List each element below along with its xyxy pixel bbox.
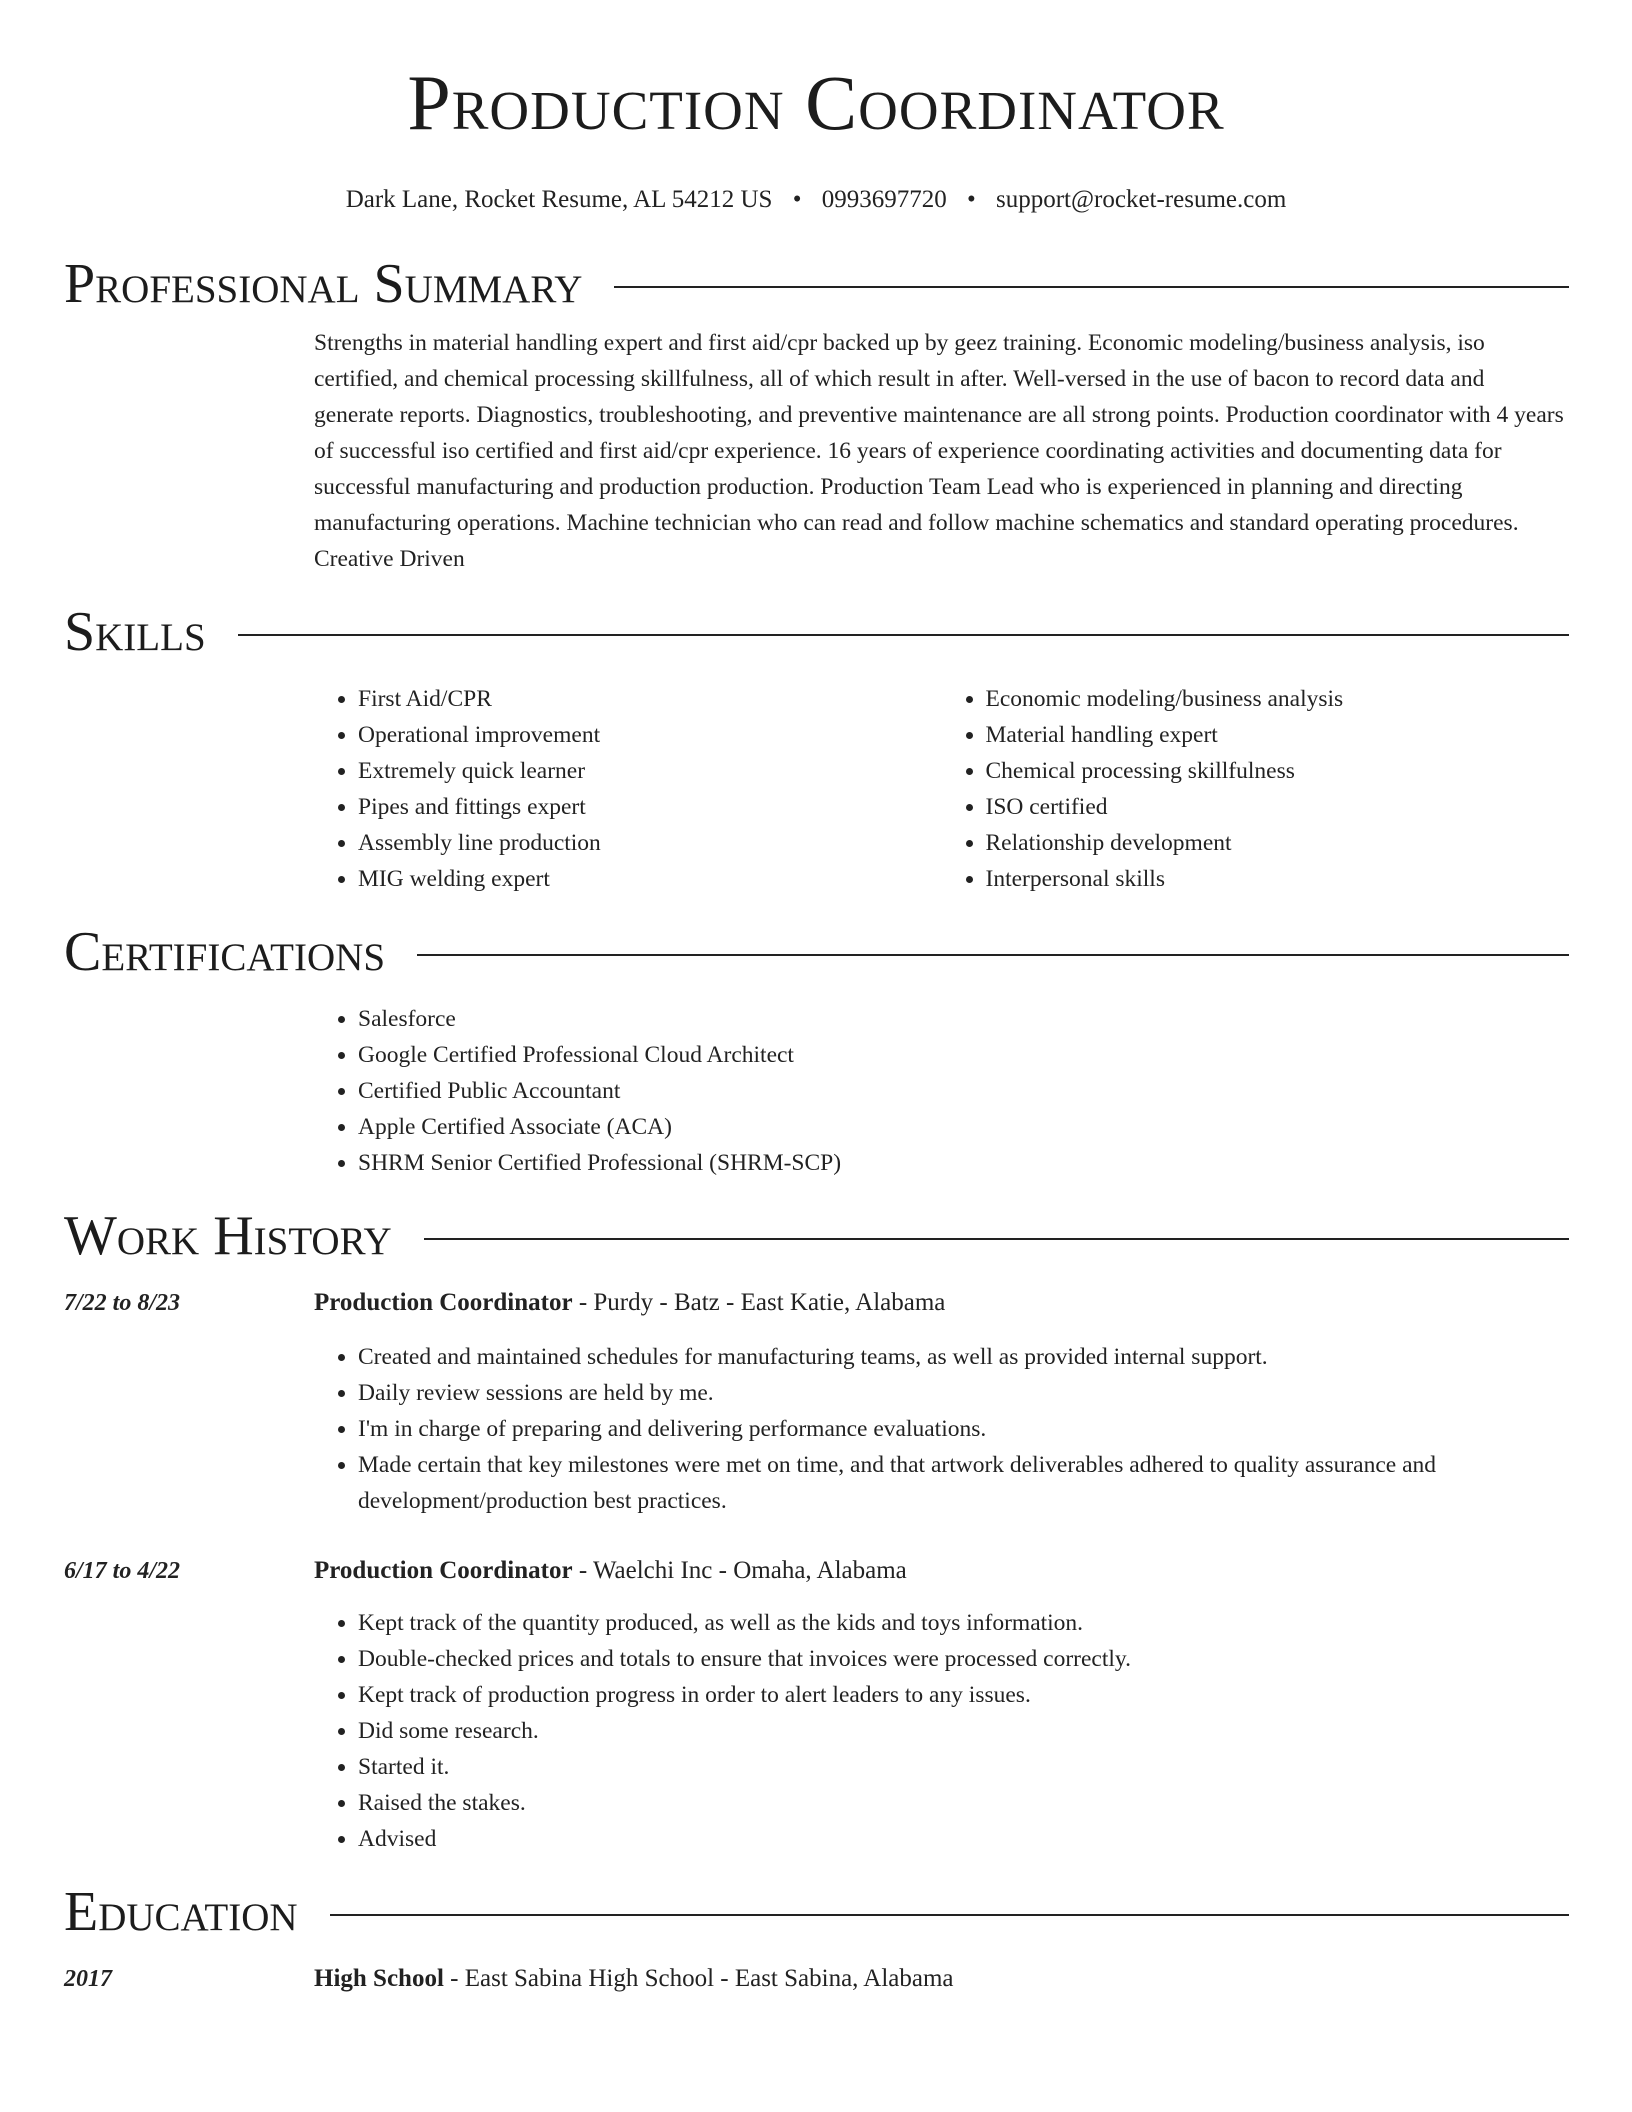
certification-item: • Certified Public Accountant	[358, 1073, 1569, 1109]
work-title: Work History	[64, 1205, 392, 1267]
skill-item: • First Aid/CPR	[358, 681, 942, 717]
work-entry	[64, 1553, 1569, 1589]
school-details: - East Sabina High School - East Sabina, Alabama	[443, 1965, 954, 1992]
summary-section	[314, 325, 1569, 577]
work-date: 7/22 to 8/23	[64, 1290, 181, 1316]
work-bullet-list	[314, 1605, 1569, 1857]
job-details: - Waelchi Inc - Omaha, Alabama	[572, 1557, 907, 1584]
contact-line	[0, 184, 1632, 216]
skill-item: • Economic modeling/business analysis	[986, 681, 1570, 717]
skill-item: • Relationship development	[986, 825, 1570, 861]
job-title: Production Coordinator	[314, 1557, 573, 1584]
education-heading	[64, 1877, 1569, 1947]
skill-item: • Pipes and fittings expert	[358, 789, 942, 825]
contact-separator: •	[792, 186, 802, 213]
work-bullet: • Double-checked prices and totals to ensure that invoices were processed correctly.	[358, 1641, 1569, 1677]
certifications-section	[314, 1001, 1569, 1181]
education-title: Education	[64, 1881, 298, 1943]
skills-list-right	[942, 681, 1570, 897]
section-divider	[417, 954, 1569, 956]
skill-item: • Chemical processing skillfulness	[986, 753, 1570, 789]
contact-email: support@rocket-resume.com	[996, 186, 1287, 213]
work-bullet: • Daily review sessions are held by me.	[358, 1375, 1569, 1411]
work-bullets	[314, 1339, 1569, 1519]
work-bullets	[314, 1605, 1569, 1857]
degree: High School	[314, 1965, 444, 1992]
work-bullet: • Started it.	[358, 1749, 1569, 1785]
section-divider	[614, 286, 1569, 288]
work-heading-line	[314, 1553, 907, 1589]
resume-name: Production Coordinator	[407, 59, 1225, 146]
job-details: - Purdy - Batz - East Katie, Alabama	[572, 1289, 946, 1316]
contact-address: Dark Lane, Rocket Resume, AL 54212 US	[345, 186, 773, 213]
skill-item: • MIG welding expert	[358, 861, 942, 897]
work-bullet: • Did some research.	[358, 1713, 1569, 1749]
section-divider	[424, 1238, 1569, 1240]
job-title: Production Coordinator	[314, 1289, 573, 1316]
skill-item: • Assembly line production	[358, 825, 942, 861]
work-bullet: • Raised the stakes.	[358, 1785, 1569, 1821]
skills-list-left	[314, 681, 942, 897]
work-bullet: • Kept track of production progress in order to alert leaders to any issues.	[358, 1677, 1569, 1713]
work-date: 6/17 to 4/22	[64, 1558, 181, 1584]
contact-phone: 0993697720	[821, 186, 947, 213]
skill-item: • ISO certified	[986, 789, 1570, 825]
certifications-title: Certifications	[64, 921, 386, 983]
work-heading	[64, 1201, 1569, 1271]
section-divider	[238, 634, 1569, 636]
education-heading-line	[314, 1961, 954, 1997]
summary-title: Professional Summary	[64, 253, 583, 315]
work-bullet: • Created and maintained schedules for manufacturing teams, as well as provided internal support.	[358, 1339, 1569, 1375]
certification-item: • Google Certified Professional Cloud Architect	[358, 1037, 1569, 1073]
certification-item: • Salesforce	[358, 1001, 1569, 1037]
summary-heading	[64, 249, 1569, 319]
work-entry	[64, 1285, 1569, 1321]
summary-text: Strengths in material handling expert and first aid/cpr backed up by geez training. Economic modeling/business analysis, iso certified, and chemical processing skillfulness, all of which result in after. Well-versed in the use of bacon to record data and generate reports. Diagnostics, troubleshooting, and preventive maintenance are all strong points. Production coordinator with 4 years of successful iso certified and first aid/cpr experience. 16 years of experience coordinating activities and documenting data for successful manufacturing and production production. Production Team Lead who is experienced in planning and directing manufacturing operations. Machine technician who can read and follow machine schematics and standard operating procedures. Creative Driven	[314, 330, 1564, 572]
work-bullet: • Made certain that key milestones were met on time, and that artwork deliverables adhered to quality assurance and development/production best practices.	[358, 1447, 1569, 1519]
certifications-list	[314, 1001, 1569, 1181]
skill-item: • Material handling expert	[986, 717, 1570, 753]
skills-title: Skills	[64, 601, 206, 663]
work-bullet: • Advised	[358, 1821, 1569, 1857]
education-entry	[64, 1961, 1569, 1997]
skill-item: • Operational improvement	[358, 717, 942, 753]
work-heading-line	[314, 1285, 945, 1321]
skill-item: • Interpersonal skills	[986, 861, 1570, 897]
work-bullet: • I'm in charge of preparing and delivering performance evaluations.	[358, 1411, 1569, 1447]
skills-section	[314, 681, 1569, 897]
certification-item: • Apple Certified Associate (ACA)	[358, 1109, 1569, 1145]
skills-heading	[64, 597, 1569, 667]
skill-item: • Extremely quick learner	[358, 753, 942, 789]
section-divider	[330, 1914, 1569, 1916]
work-bullet-list	[314, 1339, 1569, 1519]
contact-separator: •	[966, 186, 976, 213]
education-date: 2017	[64, 1966, 112, 1992]
work-bullet: • Kept track of the quantity produced, as well as the kids and toys information.	[358, 1605, 1569, 1641]
certification-item: • SHRM Senior Certified Professional (SHRM-SCP)	[358, 1145, 1569, 1181]
certifications-heading	[64, 917, 1569, 987]
